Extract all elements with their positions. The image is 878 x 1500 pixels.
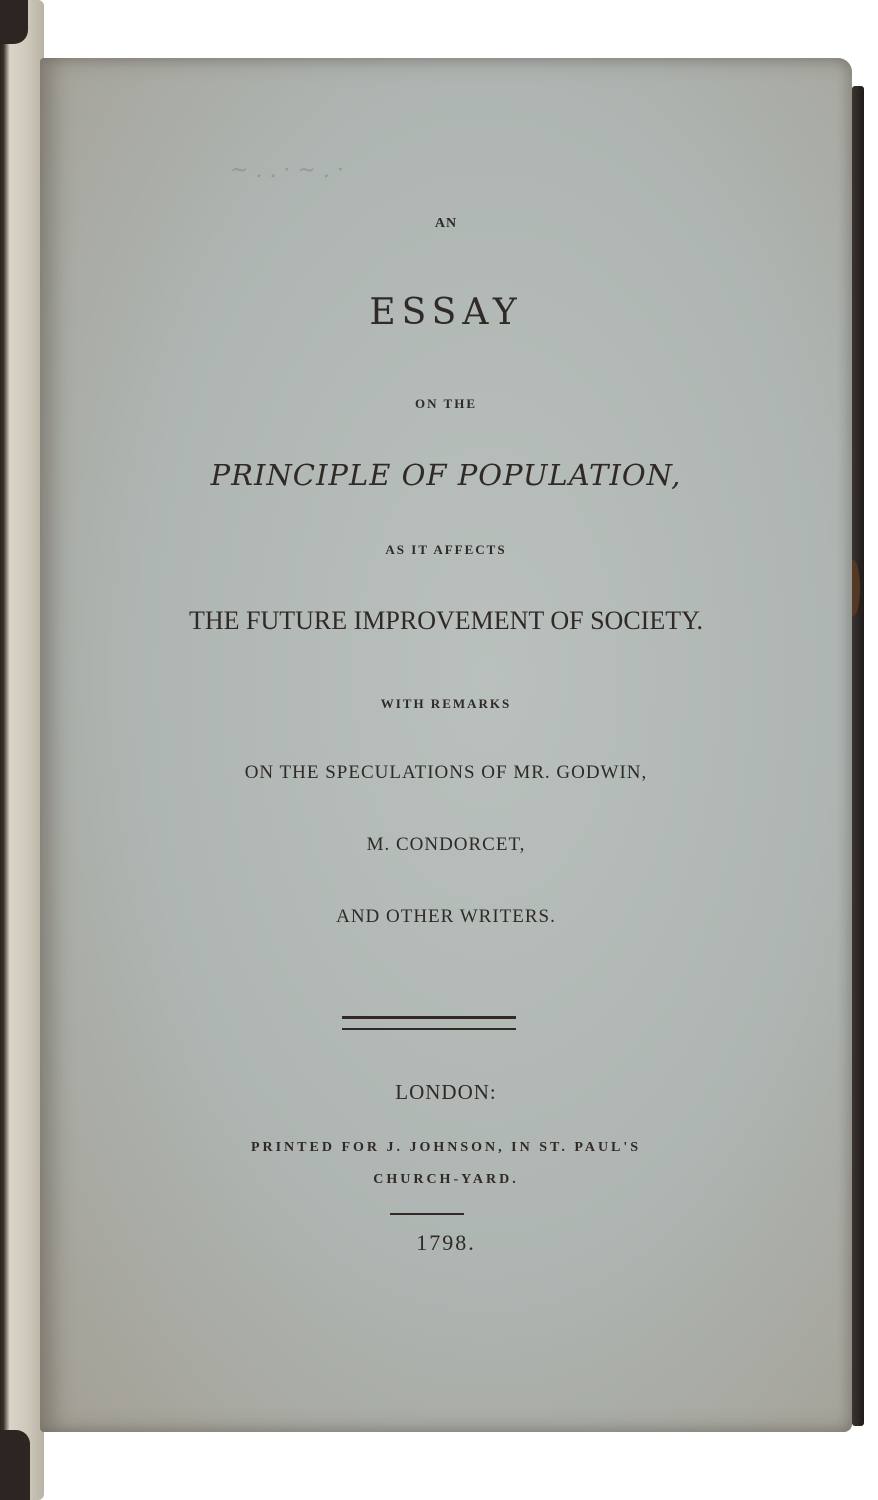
line-other-writers: AND OTHER WRITERS.	[336, 906, 556, 927]
spine-cap-top	[0, 0, 28, 44]
line-year: 1798.	[416, 1230, 476, 1255]
line-speculations-godwin: ON THE SPECULATIONS OF MR. GODWIN,	[244, 762, 648, 783]
faint-pencil-inscription: ~ . . · ~ . ·	[230, 158, 344, 183]
line-essay: ESSAY	[369, 292, 523, 333]
line-church-yard: CHURCH-YARD.	[373, 1172, 519, 1187]
line-printed-for: PRINTED FOR J. JOHNSON, IN ST. PAUL'S	[250, 1140, 642, 1155]
line-as-it-affects: AS IT AFFECTS	[385, 542, 507, 557]
line-with-remarks: WITH REMARKS	[380, 696, 512, 711]
title-page	[40, 58, 852, 1432]
line-an: AN	[434, 216, 458, 231]
double-rule-divider	[342, 1016, 516, 1030]
book-spine	[0, 0, 44, 1500]
line-on-the: ON THE	[415, 396, 477, 411]
cover-board-edge	[852, 86, 864, 1426]
short-rule-divider	[390, 1213, 464, 1215]
spine-cap-bottom	[0, 1430, 30, 1500]
line-principle-of-population: PRINCIPLE OF POPULATION,	[210, 458, 682, 492]
line-future-improvement: THE FUTURE IMPROVEMENT OF SOCIETY.	[188, 606, 704, 635]
line-condorcet: M. CONDORCET,	[366, 834, 526, 855]
line-london: LONDON:	[395, 1080, 497, 1104]
